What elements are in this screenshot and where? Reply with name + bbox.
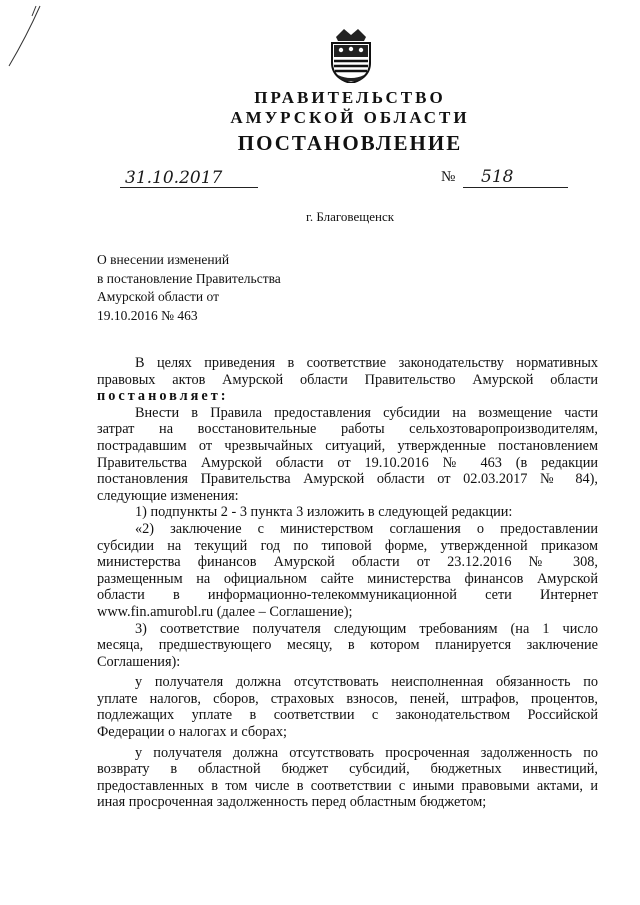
- number-sign: №: [441, 169, 456, 185]
- body-line: 1) подпункты 2 - 3 пункта 3 изложить в следующей редакции:: [135, 504, 513, 521]
- government-title: ПРАВИТЕЛЬСТВО: [254, 88, 446, 107]
- body-line-link: www.fin.amurobl.ru (далее – Соглашение);: [97, 603, 353, 620]
- handwritten-number: 518: [481, 167, 514, 187]
- body-line: возврату в областной бюджет субсидий, бюджетных инвестиций,: [97, 761, 598, 778]
- body-line: В целях приведения в соответствие законодательству нормативных: [135, 355, 598, 371]
- body-line: постановления Правительства Амурской области от 02.03.2017 № 84),: [97, 471, 598, 488]
- body-line: затрат на восстановительные работы сельхозтоваропроизводителям,: [97, 421, 598, 438]
- body-line: Внести в Правила предоставления субсидии на возмещение части: [135, 404, 598, 421]
- body-line: месяца, предшествующего месяцу, в котором планируется заключение: [97, 637, 598, 654]
- body-line: размещенным на официальном сайте министерства финансов Амурской: [97, 570, 598, 587]
- subject-line: Амурской области от: [97, 289, 219, 304]
- city-name: г. Благовещенск: [305, 209, 395, 224]
- body-line: министерства финансов Амурской области от 23.12.2016 № 308,: [97, 554, 598, 571]
- body-line-decree: постановляет:: [97, 388, 229, 405]
- body-line: у получателя должна отсутствовать неисполненная обязанность по: [135, 674, 598, 691]
- subject-line: в постановление Правительства: [97, 270, 281, 286]
- body-line: правовых актов Амурской области Правительство Амурской области: [97, 371, 598, 388]
- body-line: Федерации о налогах и сборах;: [97, 724, 287, 741]
- number-underline: [463, 187, 568, 188]
- handwritten-date: 31.10.2017: [125, 168, 223, 188]
- body-line: пострадавшим от чрезвычайных ситуаций, утвержденные постановлением: [97, 437, 598, 454]
- date-underline: [120, 187, 258, 188]
- body-line: области в информационно-телекоммуникационной сети Интернет: [97, 587, 598, 604]
- subject-line: О внесении изменений: [97, 252, 230, 267]
- body-line: Правительства Амурской области от 19.10.2016 № 463 (в редакции: [97, 454, 598, 471]
- body-line: Соглашения):: [97, 653, 181, 670]
- scan-pen-mark: [6, 4, 46, 70]
- body-line: предоставленных в том числе в соответствии с иными правовыми актами, и: [97, 777, 598, 794]
- body-line: субсидии на текущий год по типовой форме, утвержденной приказом: [97, 537, 598, 554]
- subject-line: 19.10.2016 № 463: [97, 307, 198, 323]
- body-line: «2) заключение с министерством соглашения о предоставлении: [135, 520, 598, 537]
- body-line: следующие изменения:: [97, 487, 239, 504]
- region-title: АМУРСКОЙ ОБЛАСТИ: [230, 108, 470, 127]
- coat-of-arms-emblem-icon: [326, 27, 376, 83]
- body-line: иная просроченная задолженность перед областным бюджетом;: [97, 794, 487, 811]
- document-body: [97, 355, 598, 811]
- document-subject: [97, 251, 281, 325]
- body-line: подлежащих уплате в соответствии с законодательством Российской: [97, 707, 598, 724]
- body-line: у получателя должна отсутствовать просроченная задолженность по: [135, 744, 598, 761]
- body-line: 3) соответствие получателя следующим требованиям (на 1 число: [135, 620, 598, 637]
- body-line: уплате налогов, сборов, страховых взносов, пеней, штрафов, процентов,: [97, 690, 598, 707]
- document-type-title: ПОСТАНОВЛЕНИЕ: [237, 131, 463, 155]
